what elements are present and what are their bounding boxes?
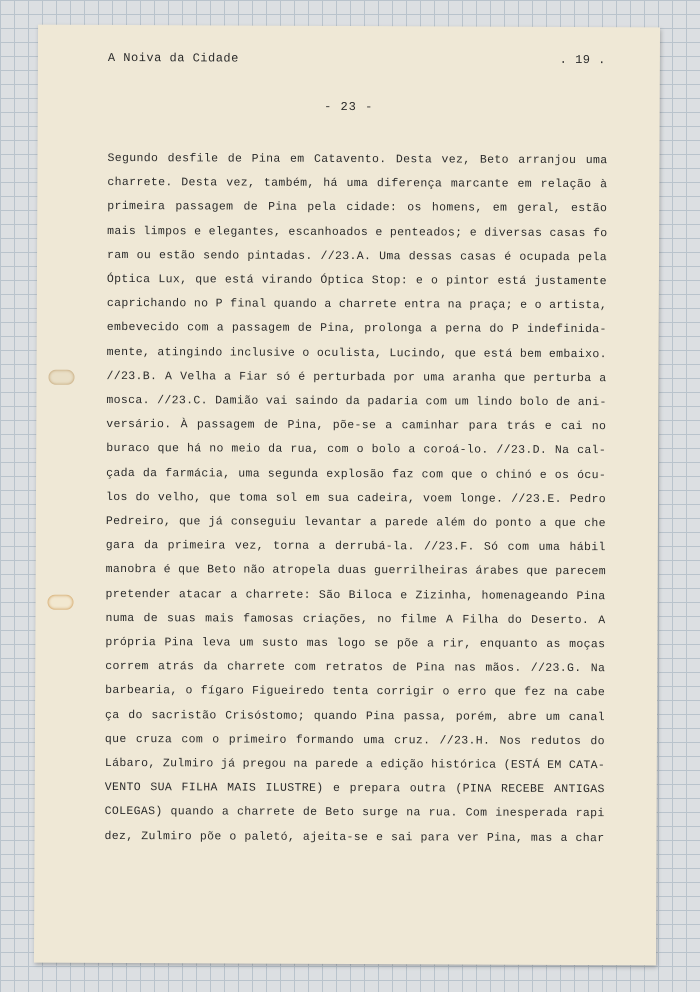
- punch-hole: [47, 595, 73, 610]
- text-line: ram ou estão sendo pintadas. //23.A. Uma dessas casas é ocupada pela: [107, 248, 608, 264]
- text-line: mais limpos e elegantes, escanhoados e penteados; e diversas casas fo: [107, 224, 608, 240]
- text-line: manobra é que Beto não atropela duas guerrilheiras árabes que parecem: [105, 563, 607, 579]
- text-line: charrete. Desta vez, também, há uma diferença marcante em relação à: [107, 176, 608, 192]
- typewritten-page: [34, 25, 660, 966]
- text-line: própria Pina leva um susto mas logo se põe a rir, enquanto as moças: [105, 636, 606, 652]
- header-page-ref: . 19 .: [559, 52, 606, 68]
- text-line: çada da farmácia, uma segunda explosão faz com que o chinó e os ócu-: [106, 466, 607, 482]
- text-line: que cruza com o primeiro formando uma cruz. //23.H. Nos redutos do: [104, 732, 605, 749]
- running-header: [107, 50, 606, 68]
- punch-hole: [48, 370, 74, 385]
- text-line: mosca. //23.C. Damião vai saindo da padaria com um lindo bolo de ani-: [106, 393, 607, 410]
- text-line: versário. À passagem de Pina, põe-se a caminhar para trás e cai no: [106, 418, 607, 434]
- text-line: pretender atacar a charrete: São Biloca e Zizinha, homenageando Pina: [105, 587, 606, 603]
- text-line: Segundo desfile de Pina em Catavento. Desta vez, Beto arranjou uma: [107, 151, 608, 168]
- text-line: barbearia, o fígaro Figueiredo tenta corrigir o erro que fez na cabe: [105, 684, 606, 700]
- text-line: primeira passagem de Pina pela cidade: os homens, em geral, estão: [107, 200, 608, 216]
- text-line: dez, Zulmiro põe o paletó, ajeita-se e sai para ver Pina, mas a char: [104, 829, 605, 845]
- text-line: VENTO SUA FILHA MAIS ILUSTRE) e prepara outra (PINA RECEBE ANTIGAS: [104, 781, 605, 797]
- text-line: embevecido com a passagem de Pina, prolonga a perna do P indefinida-: [106, 321, 607, 337]
- text-line: Óptica Lux, que está virando Óptica Stop: e o pintor está justamente: [106, 272, 607, 289]
- text-line: Lábaro, Zulmiro já pregou na parede a edição histórica (ESTÁ EM CATA-: [104, 757, 606, 773]
- text-line: ça do sacristão Crisóstomo; quando Pina passa, porém, abre um canal: [105, 708, 606, 724]
- text-line: mente, atingindo inclusive o oculista, Lucindo, que está bem embaixo.: [106, 345, 607, 361]
- text-line: los do velho, que toma sol em sua cadeira, voem longe. //23.E. Pedro: [105, 490, 607, 506]
- text-line: COLEGAS) quando a charrete de Beto surge na rua. Com inesperada rapi: [104, 805, 605, 821]
- header-title: A Noiva da Cidade: [107, 50, 239, 66]
- text-line: //23.B. A Velha a Fiar só é perturbada por uma aranha que perturba a: [106, 369, 607, 385]
- body-text: [104, 147, 607, 851]
- text-line: correm atrás da charrete com retratos de Pina nas mãos. //23.G. Na: [105, 660, 606, 676]
- text-line: caprichando no P final quando a charrete entra na praça; e o artista,: [106, 297, 608, 313]
- text-line: Pedreiro, que já conseguiu levantar a parede além do ponto a que che: [105, 514, 606, 531]
- text-line: buraco que há no meio da rua, com o bolo a coroá-lo. //23.D. Na cal-: [106, 442, 607, 458]
- page-number: - 23 -: [324, 99, 374, 115]
- text-line: numa de suas mais famosas criações, no filme A Filha do Deserto. A: [105, 611, 606, 627]
- text-line: gara da primeira vez, torna a derrubá-la. //23.F. Só com uma hábil: [105, 539, 606, 555]
